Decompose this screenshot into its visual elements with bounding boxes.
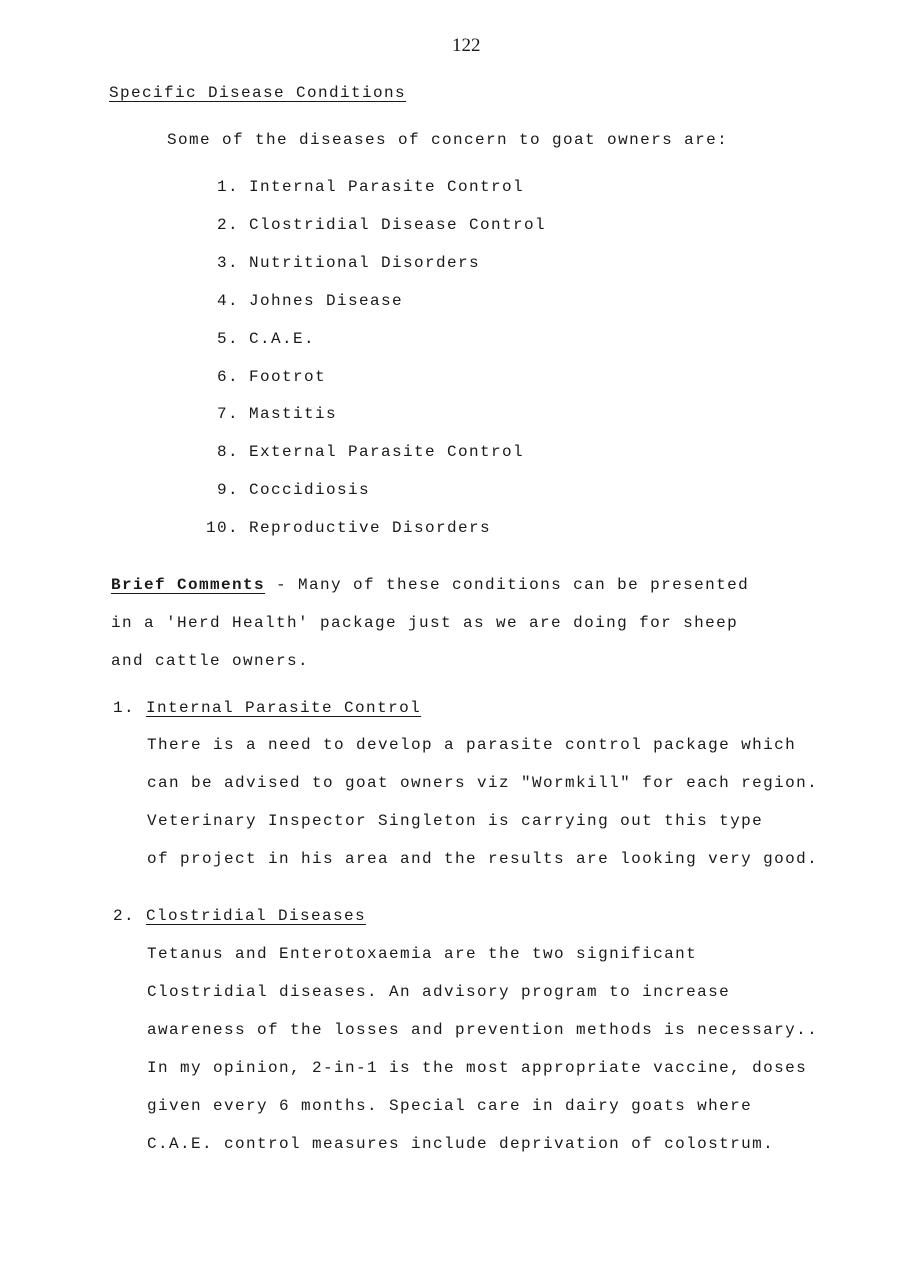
list-item-label: Reproductive Disorders	[249, 519, 492, 537]
paragraph-line: Veterinary Inspector Singleton is carrying out this type	[147, 812, 764, 830]
section-1-heading	[113, 700, 421, 716]
list-item	[205, 217, 546, 233]
list-item	[205, 255, 480, 271]
list-item	[205, 482, 370, 498]
list-item-label: Internal Parasite Control	[249, 178, 525, 196]
list-item	[205, 444, 524, 460]
list-item-label: C.A.E.	[249, 330, 316, 348]
list-item	[205, 293, 403, 309]
list-item-number: 10.	[205, 519, 239, 537]
list-item-number: 2.	[216, 216, 239, 234]
brief-comments-title: Brief Comments	[111, 576, 266, 594]
list-item-number: 9.	[216, 481, 239, 499]
list-item-number: 5.	[216, 330, 239, 348]
list-item-number: 4.	[216, 292, 239, 310]
section-number: 2.	[113, 907, 136, 925]
page-number: 122	[452, 35, 481, 56]
list-item	[205, 520, 491, 536]
list-item	[205, 406, 337, 422]
list-item-number: 1.	[216, 178, 239, 196]
paragraph-line: C.A.E. control measures include deprivation of colostrum.	[147, 1135, 775, 1153]
brief-comments-text: - Many of these conditions can be presented	[265, 576, 750, 594]
brief-comments-line	[111, 577, 749, 593]
list-item-label: Johnes Disease	[249, 292, 404, 310]
list-item-label: Nutritional Disorders	[249, 254, 481, 272]
section-2-heading	[113, 908, 366, 924]
section-heading: Specific Disease Conditions	[109, 84, 407, 102]
paragraph-line: given every 6 months. Special care in dairy goats where	[147, 1097, 753, 1115]
list-item-number: 8.	[216, 443, 239, 461]
section-title: Clostridial Diseases	[146, 907, 367, 925]
section-title: Internal Parasite Control	[146, 699, 422, 717]
list-item-label: External Parasite Control	[249, 443, 525, 461]
paragraph-line: can be advised to goat owners viz "Wormkill" for each region.	[147, 774, 819, 792]
paragraph-line: In my opinion, 2-in-1 is the most appropriate vaccine, doses	[147, 1059, 808, 1077]
list-item-number: 7.	[216, 405, 239, 423]
list-item-label: Mastitis	[249, 405, 338, 423]
list-item-label: Coccidiosis	[249, 481, 371, 499]
list-item-label: Clostridial Disease Control	[249, 216, 547, 234]
list-item-number: 3.	[216, 254, 239, 272]
list-item	[205, 179, 524, 195]
paragraph-line: Tetanus and Enterotoxaemia are the two significant	[147, 945, 698, 963]
intro-text: Some of the diseases of concern to goat owners are:	[167, 131, 729, 149]
section-number: 1.	[113, 699, 136, 717]
list-item-label: Footrot	[249, 368, 327, 386]
brief-comments-line: in a 'Herd Health' package just as we are doing for sheep	[111, 614, 739, 632]
paragraph-line: Clostridial diseases. An advisory program to increase	[147, 983, 731, 1001]
paragraph-line: awareness of the losses and prevention methods is necessary..	[147, 1021, 819, 1039]
list-item	[205, 331, 315, 347]
list-item	[205, 369, 326, 385]
list-item-number: 6.	[216, 368, 239, 386]
paragraph-line: of project in his area and the results are looking very good.	[147, 850, 819, 868]
paragraph-line: There is a need to develop a parasite control package which	[147, 736, 797, 754]
brief-comments-line: and cattle owners.	[111, 652, 310, 670]
